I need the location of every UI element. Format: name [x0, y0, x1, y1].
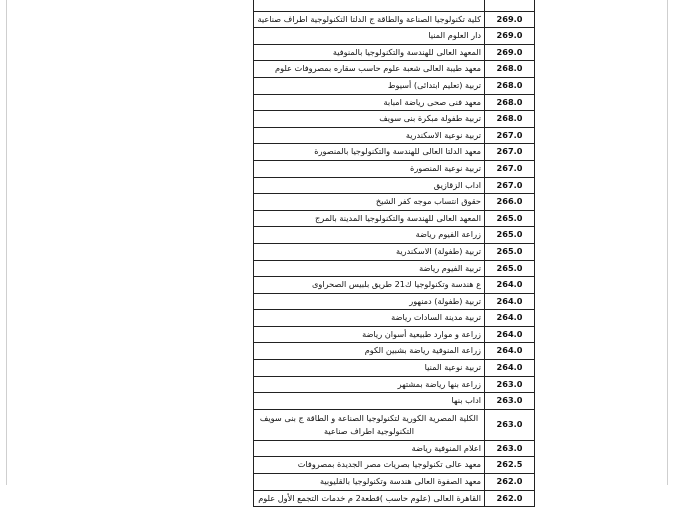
minimum-score-cell: 267.0 — [485, 144, 535, 161]
institution-name-cell: دار العلوم المنيا — [254, 28, 485, 45]
institution-name-cell: معهد طيبة العالى شعبة علوم حاسب سقاره بمصروفات علوم — [254, 61, 485, 78]
table-row — [254, 44, 535, 61]
table-row — [254, 376, 535, 393]
table-row — [254, 177, 535, 194]
table-row — [254, 310, 535, 327]
page-right-edge — [667, 0, 668, 485]
minimum-score-cell: 263.0 — [485, 409, 535, 440]
institution-name-cell: الكلية المصرية الكورية لتكنولوجيا الصناعة و الطاقة ج بنى سويف التكنولوجية اطراف صناعية — [254, 409, 485, 440]
table-row — [254, 360, 535, 377]
table-row — [254, 326, 535, 343]
minimum-score-cell: 263.0 — [485, 393, 535, 410]
institution-name-cell: معهد فنى صحى رياضة امبابة — [254, 94, 485, 111]
institution-name-cell: تربية (تعليم ابتدائى) أسيوط — [254, 77, 485, 94]
institution-name-cell: القاهرة العالى (علوم حاسب )قطعة2 م خدمات التجمع الأول علوم — [254, 490, 485, 507]
table-row — [254, 77, 535, 94]
table-row — [254, 61, 535, 78]
minimum-score-cell: 262.5 — [485, 457, 535, 474]
institution-name-cell: تربية نوعية المنيا — [254, 360, 485, 377]
table-row — [254, 409, 535, 440]
institution-name-cell: المعهد العالى للهندسة والتكنولوجيا بالمنوفية — [254, 44, 485, 61]
minimum-score-cell: 268.0 — [485, 111, 535, 128]
minimum-score-cell: 267.0 — [485, 127, 535, 144]
institution-name-cell: زراعة بنها رياضة بمشتهر — [254, 376, 485, 393]
institution-name-cell: زراعة المنوفية رياضة بشبين الكوم — [254, 343, 485, 360]
institution-name-cell: معهد الدلتا العالى للهندسة والتكنولوجيا بالمنصورة — [254, 144, 485, 161]
table-row — [254, 490, 535, 507]
table-row — [254, 393, 535, 410]
admission-scores-table — [253, 0, 535, 507]
table-row — [254, 474, 535, 491]
table-row — [254, 440, 535, 457]
institution-name-cell: تربية نوعية الاسكندرية — [254, 127, 485, 144]
minimum-score-cell: 264.0 — [485, 343, 535, 360]
minimum-score-cell: 264.0 — [485, 293, 535, 310]
institution-name-cell: تربية (طفولة) الاسكندرية — [254, 243, 485, 260]
table-body — [254, 0, 535, 507]
minimum-score-cell: 268.0 — [485, 94, 535, 111]
institution-name-cell: تربية (طفولة) دمنهور — [254, 293, 485, 310]
minimum-score-cell: 267.0 — [485, 160, 535, 177]
institution-name-cell: تربية نوعية المنصورة — [254, 160, 485, 177]
institution-name-cell: معهد الصفوة العالى هندسة وتكنولوجيا بالقليوبية — [254, 474, 485, 491]
table-row — [254, 160, 535, 177]
table-row — [254, 457, 535, 474]
table-row — [254, 144, 535, 161]
institution-name-cell — [254, 0, 485, 11]
minimum-score-cell: 269.0 — [485, 11, 535, 28]
table-row — [254, 210, 535, 227]
minimum-score-cell: 266.0 — [485, 194, 535, 211]
minimum-score-cell: 262.0 — [485, 490, 535, 507]
institution-name-cell: اداب بنها — [254, 393, 485, 410]
table-row — [254, 11, 535, 28]
institution-name-cell: تربية مدينة السادات رياضة — [254, 310, 485, 327]
minimum-score-cell: 265.0 — [485, 243, 535, 260]
page-left-edge — [6, 0, 7, 485]
minimum-score-cell: 269.0 — [485, 28, 535, 45]
minimum-score-cell: 264.0 — [485, 277, 535, 294]
minimum-score-cell: 268.0 — [485, 77, 535, 94]
table-row — [254, 243, 535, 260]
institution-name-cell: حقوق انتساب موجه كفر الشيخ — [254, 194, 485, 211]
minimum-score-cell: 269.0 — [485, 44, 535, 61]
minimum-score-cell: 265.0 — [485, 227, 535, 244]
minimum-score-cell: 264.0 — [485, 326, 535, 343]
institution-name-cell: ع هندسة وتكنولوجيا ك21 طريق بلبيس الصحراوى — [254, 277, 485, 294]
table-row — [254, 227, 535, 244]
table-row — [254, 28, 535, 45]
minimum-score-cell: 263.0 — [485, 376, 535, 393]
table-row — [254, 277, 535, 294]
minimum-score-cell: 262.0 — [485, 474, 535, 491]
table-row — [254, 194, 535, 211]
minimum-score-cell: 264.0 — [485, 310, 535, 327]
institution-name-cell: زراعة و موارد طبيعية أسوان رياضة — [254, 326, 485, 343]
institution-name-cell: اداب الزقازيق — [254, 177, 485, 194]
institution-name-cell: تربية الفيوم رياضة — [254, 260, 485, 277]
table-row — [254, 293, 535, 310]
table-row — [254, 343, 535, 360]
minimum-score-cell — [485, 0, 535, 11]
institution-name-cell: تربية طفولة مبكرة بنى سويف — [254, 111, 485, 128]
table-row — [254, 260, 535, 277]
institution-name-cell: زراعة الفيوم رياضة — [254, 227, 485, 244]
institution-name-cell: المعهد العالى للهندسة والتكنولوجيا المدينة بالمرج — [254, 210, 485, 227]
table-row — [254, 0, 535, 11]
table-row — [254, 127, 535, 144]
minimum-score-cell: 267.0 — [485, 177, 535, 194]
minimum-score-cell: 265.0 — [485, 210, 535, 227]
minimum-score-cell: 263.0 — [485, 440, 535, 457]
institution-name-cell: معهد عالى تكنولوجيا بصريات مصر الجديدة بمصروفات — [254, 457, 485, 474]
minimum-score-cell: 268.0 — [485, 61, 535, 78]
minimum-score-cell: 265.0 — [485, 260, 535, 277]
table-row — [254, 111, 535, 128]
minimum-score-cell: 264.0 — [485, 360, 535, 377]
institution-name-cell: اعلام المنوفية رياضة — [254, 440, 485, 457]
institution-name-cell: كلية تكنولوجيا الصناعة والطاقة ج الدلتا التكنولوجية اطراف صناعية — [254, 11, 485, 28]
table-row — [254, 94, 535, 111]
